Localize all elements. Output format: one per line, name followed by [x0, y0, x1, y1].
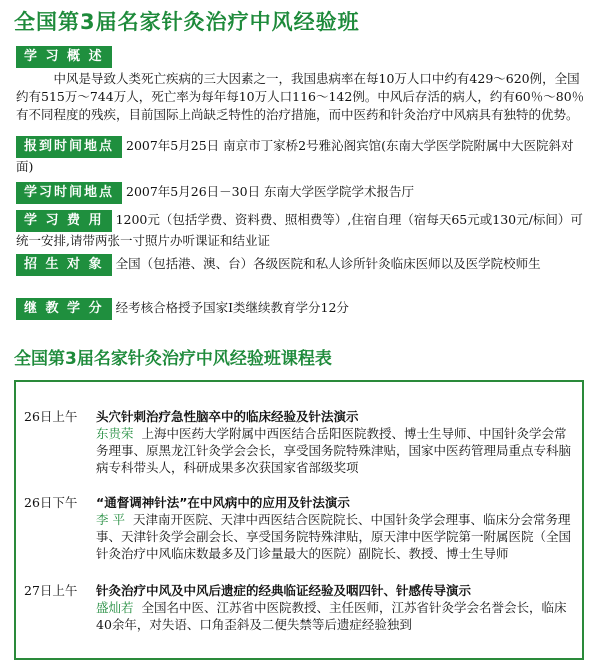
schedule-topic: 针灸治疗中风及中风后遗症的经典临证经验及咽四针、针感传导演示	[96, 583, 472, 598]
speaker-bio: 天津南开医院、天津中西医结合医院院长、中国针灸学会理事、临床分会常务理事、天津针灸学会副会长、享受国务院特殊津贴，原天津中医学院第一附属医院（全国针灸治疗中风临床数最多及门诊量最大的医院）副院长、教授、博士生导师	[96, 512, 572, 561]
schedule-time: 26日上午	[24, 409, 78, 424]
fee-label: 学 习 费 用	[16, 210, 112, 232]
schedule-topic: “通督调神针法”在中风病中的应用及针法演示	[96, 495, 350, 510]
speaker-bio: 上海中医药大学附属中西医结合岳阳医院教授、博士生导师、中国针灸学会常务理事、原黑龙江针灸学会会长，享受国务院特殊津贴，国家中医药管理局重点专科脑病专科带头人，科研成果多次获国家省部级奖项	[96, 426, 572, 475]
schedule-time: 26日下午	[24, 495, 78, 510]
study-text: 2007年5月26日－30日 东南大学医学院学术报告厅	[126, 184, 415, 199]
credit-text: 经考核合格授予国家Ⅰ类继续教育学分12分	[115, 300, 349, 315]
credit-label: 继 教 学 分	[16, 298, 112, 320]
registration-label: 报到时间地点	[16, 136, 122, 158]
schedule-row	[24, 582, 576, 633]
speaker-name: 李 平	[96, 512, 125, 527]
credit-section	[16, 298, 586, 320]
overview-label: 学 习 概 述	[16, 46, 112, 68]
study-label: 学习时间地点	[16, 182, 122, 204]
schedule-title: 全国第3届名家针灸治疗中风经验班课程表	[14, 349, 332, 369]
schedule-row	[24, 408, 576, 476]
speaker-bio: 全国名中医、江苏省中医院教授、主任医师，江苏省针灸学会名誉会长，临床40余年，对失语、口角歪斜及二便失禁等后遗症经验独到	[96, 600, 567, 632]
enroll-section	[16, 254, 586, 276]
enroll-text: 全国（包括港、澳、台）各级医院和私人诊所针灸临床医师以及医学院校师生	[115, 256, 541, 271]
fee-section	[16, 210, 586, 250]
registration-text: 2007年5月25日 南京市丁家桥2号雅沁阁宾馆(东南大学医学院附属中大医院斜对面)	[16, 138, 574, 174]
speaker-name: 盛灿若	[96, 600, 134, 615]
page-title: 全国第3届名家针灸治疗中风经验班	[14, 10, 360, 34]
overview-text: 中风是导致人类死亡疾病的三大因素之一，我国患病率在每10万人口中约有429～620例，全国约有515万～744万人，死亡率为每年每10万人口116～142例。中风后存活的病人，约有60％～80％有不同程度的残疾，目前国际上尚缺乏特性的治疗措施，而中医药和针灸治疗中风病具有独特的优势。	[16, 71, 585, 122]
schedule-row	[24, 494, 576, 562]
study-section	[16, 182, 586, 204]
enroll-label: 招 生 对 象	[16, 254, 112, 276]
schedule-topic: 头穴针刺治疗急性脑卒中的临床经验及针法演示	[96, 409, 359, 424]
overview-section	[16, 46, 586, 124]
schedule-time: 27日上午	[24, 583, 78, 598]
registration-section	[16, 136, 586, 176]
schedule-box	[14, 380, 584, 660]
fee-text: 1200元（包括学费、资料费、照相费等）,住宿自理（宿每天65元或130元/标间）可统一安排,请带两张一寸照片办听课证和结业证	[16, 212, 583, 248]
speaker-name: 东贵荣	[96, 426, 134, 441]
